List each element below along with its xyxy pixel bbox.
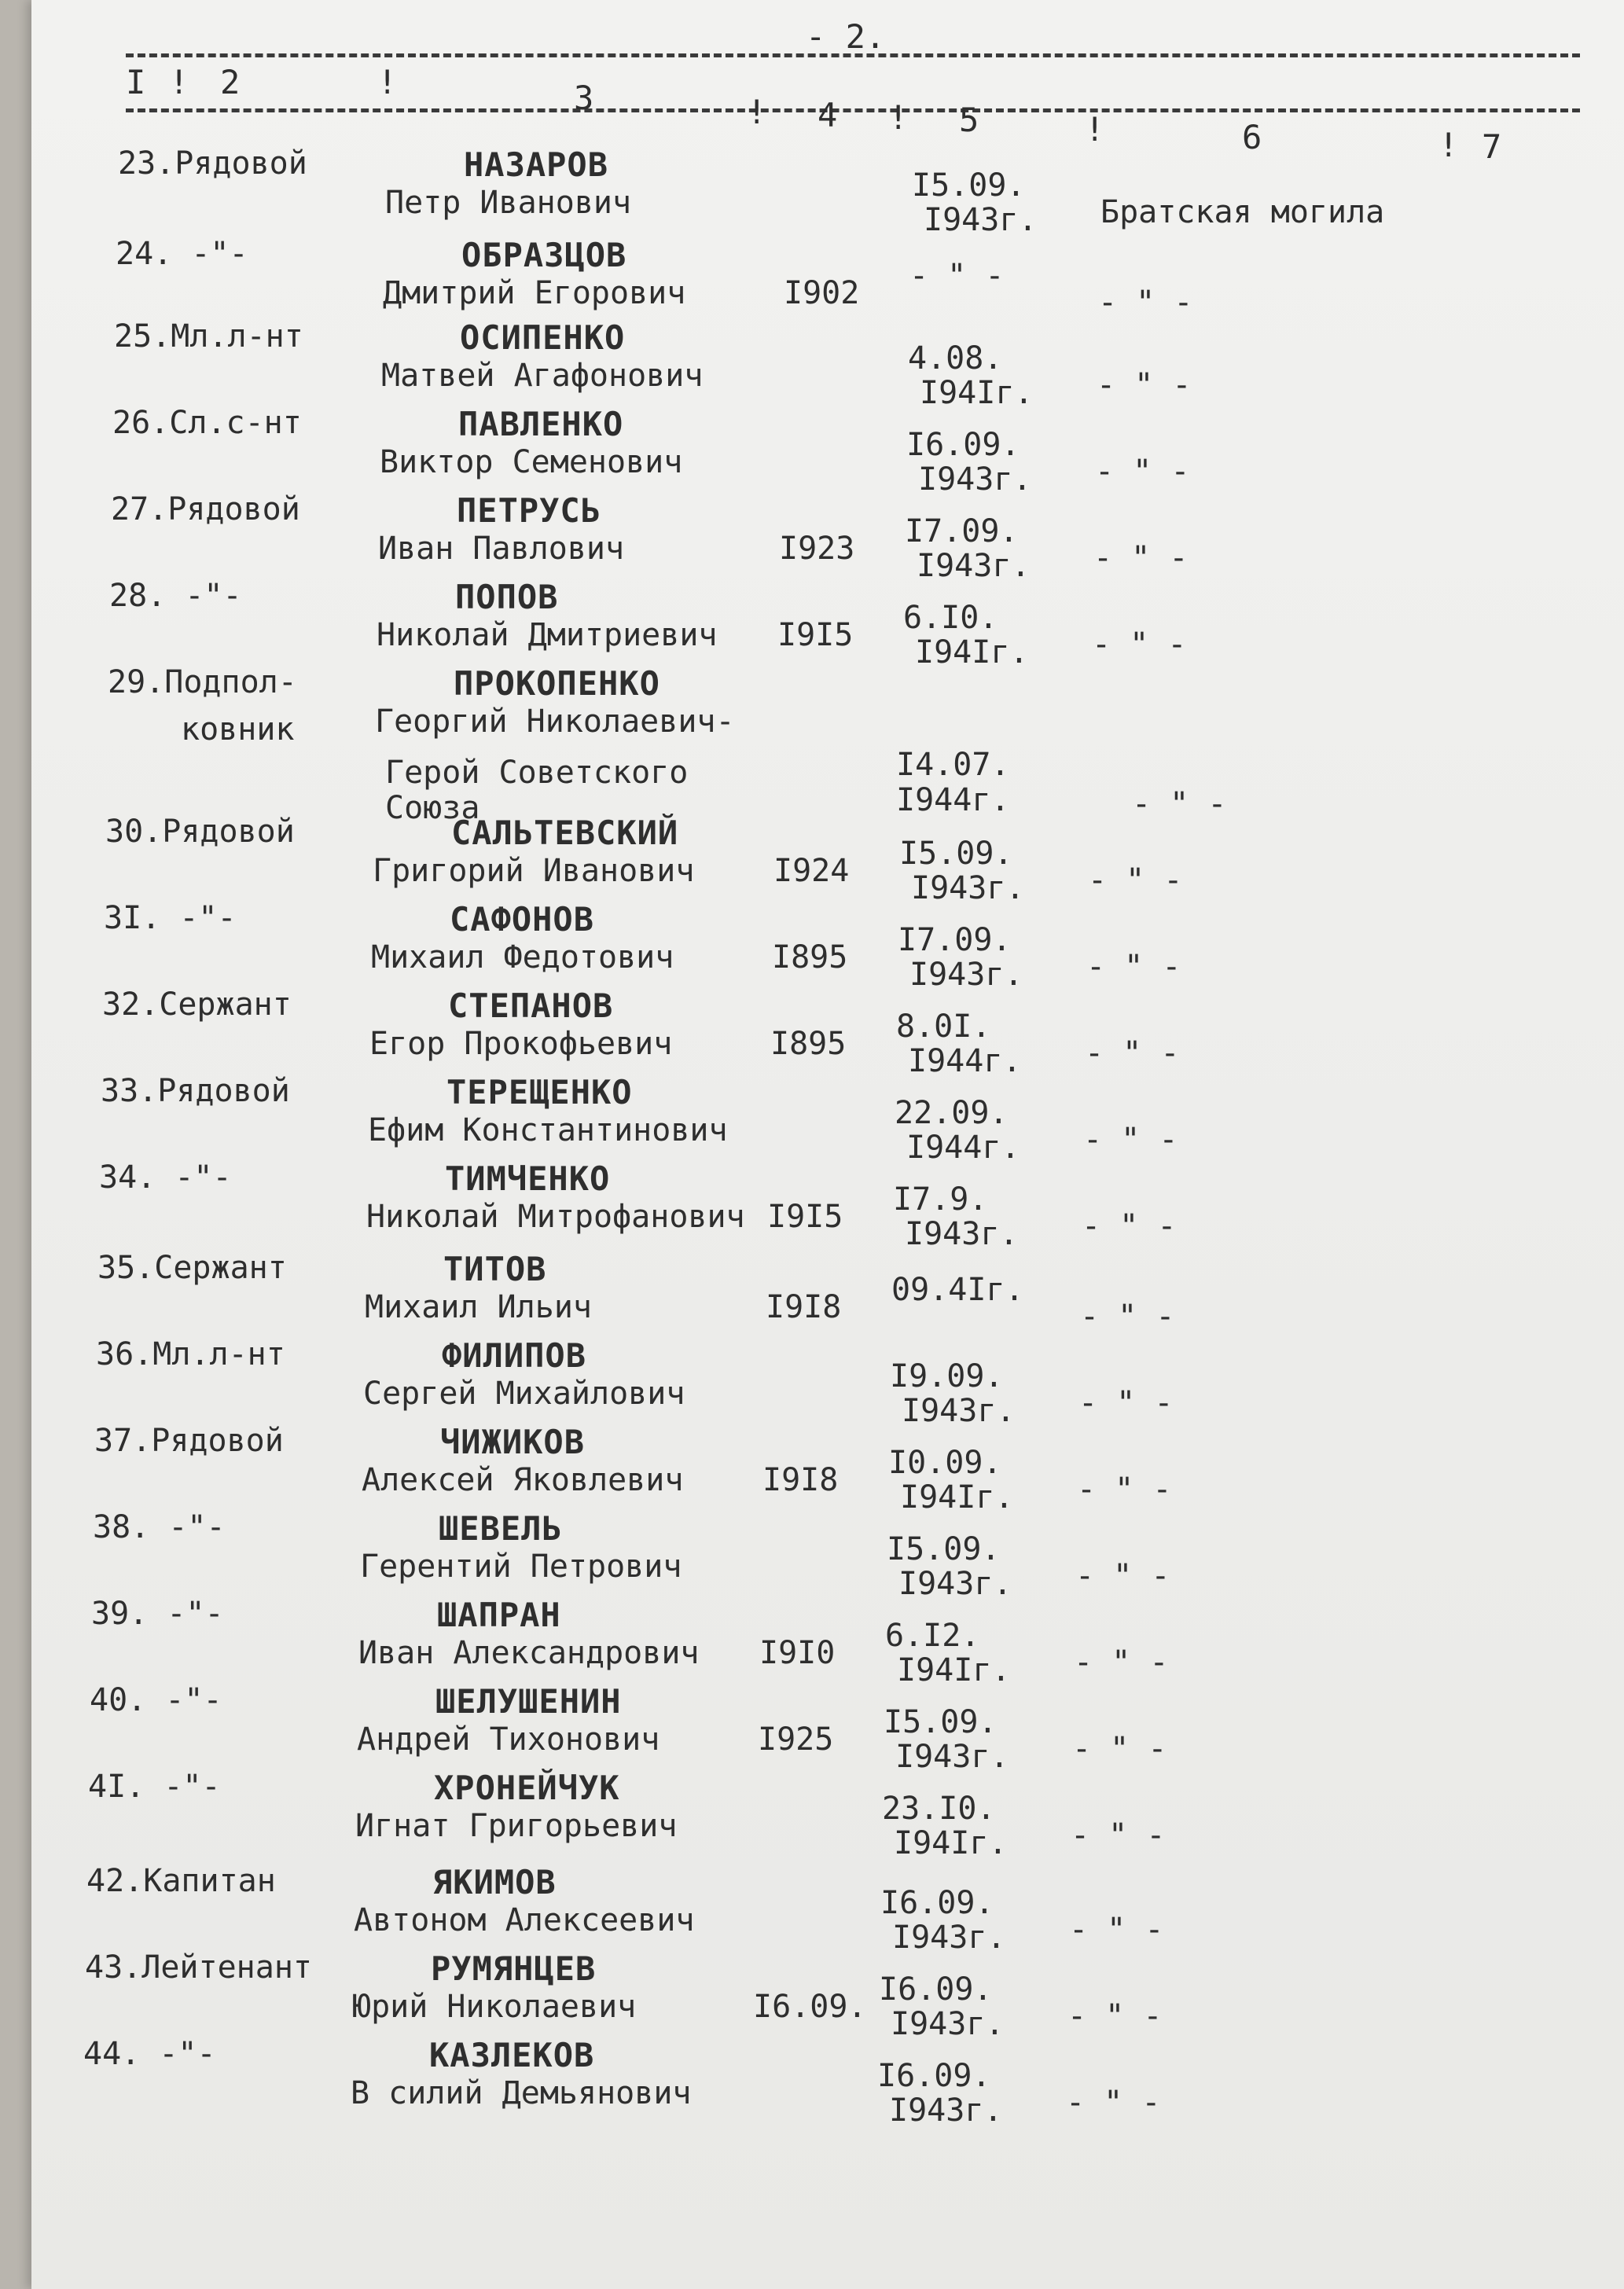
list-item [0, 1863, 1593, 1956]
list-item [24, 491, 1617, 584]
surname: ПАВЛЕНКО [458, 405, 624, 443]
number-rank: 34. -"- [99, 1159, 232, 1196]
surname: ЯКИМОВ [432, 1863, 557, 1901]
surname: ШАПРАН [437, 1596, 561, 1634]
list-item [11, 1250, 1604, 1338]
burial-list [31, 0, 1624, 2289]
column-separator: ! [747, 93, 767, 131]
death-date: I6.09. [879, 1971, 993, 2008]
death-year: I944г. [908, 1043, 1022, 1079]
death-date: I5.09. [884, 1704, 998, 1740]
death-year: I943г. [917, 548, 1031, 584]
death-year: I943г. [891, 2006, 1005, 2042]
burial-place: - " - [1093, 540, 1189, 576]
list-item [0, 2036, 1589, 2129]
number-rank: 29.Подпол- [108, 664, 297, 700]
death-date: I6.09. [877, 2058, 991, 2094]
death-date: 4.08. [908, 340, 1003, 377]
surname: ШЕЛУШЕНИН [435, 1682, 622, 1721]
given-name-patronymic: Виктор Семенович [380, 444, 683, 480]
death-date: I7.9. [893, 1181, 988, 1218]
burial-place: - " - [1072, 1731, 1167, 1767]
death-date: 6.I0. [903, 600, 998, 636]
surname: ОСИПЕНКО [460, 318, 626, 357]
page-number: - 2. [806, 17, 886, 56]
list-item [8, 1423, 1600, 1516]
given-name-patronymic: Николай Митрофанович [366, 1199, 745, 1235]
burial-place: - " - [1082, 1208, 1177, 1244]
number-rank: 26.Сл.с-нт [112, 405, 302, 441]
list-item [17, 900, 1610, 993]
death-date: I9.09. [890, 1358, 1004, 1394]
list-item [29, 236, 1622, 324]
given-name-patronymic: Герентий Петрович [360, 1549, 682, 1585]
column-header: 5 [959, 101, 979, 139]
given-name-patronymic: В силий Демьянович [351, 2075, 692, 2111]
birth-year: I9I8 [766, 1289, 842, 1325]
list-item [31, 145, 1624, 238]
death-year: I94Iг. [900, 1479, 1014, 1516]
birth-year: I925 [758, 1721, 834, 1758]
burial-place: - " - [1097, 367, 1192, 403]
column-header: 6 [1242, 118, 1262, 156]
burial-place: - " - [1066, 2085, 1161, 2121]
death-date: I7.09. [905, 513, 1019, 549]
burial-place: - " - [1098, 285, 1193, 321]
death-date: I5.09. [899, 836, 1013, 872]
name-continuation: Союза [385, 790, 480, 826]
death-date: I4.07. [896, 747, 1010, 783]
number-rank: 30.Рядовой [105, 814, 295, 850]
given-name-patronymic: Петр Иванович [385, 185, 632, 221]
burial-place: Братская могила [1100, 194, 1385, 230]
list-item [0, 1949, 1591, 2042]
number-rank: 4I. -"- [88, 1769, 221, 1805]
birth-year: I924 [773, 853, 850, 889]
given-name-patronymic: Андрей Тихонович [357, 1721, 660, 1758]
surname: ХРОНЕЙЧУК [434, 1769, 620, 1807]
number-rank: 40. -"- [90, 1682, 222, 1718]
burial-place: - " - [1085, 1035, 1180, 1071]
death-year: I943г. [918, 461, 1032, 498]
birth-year: I923 [779, 531, 855, 567]
number-rank: 23.Рядовой [118, 145, 307, 182]
death-date: 6.I2. [885, 1618, 980, 1654]
surname: САЛЬТЕВСКИЙ [451, 814, 679, 852]
number-rank: 35.Сержант [97, 1250, 287, 1286]
birth-year: I9I8 [762, 1462, 839, 1498]
surname: ФИЛИПОВ [442, 1336, 587, 1375]
death-date: I6.09. [906, 427, 1020, 463]
rank-continuation: ковник [181, 711, 295, 748]
number-rank: 39. -"- [91, 1596, 224, 1632]
number-rank: 3I. -"- [104, 900, 237, 936]
death-year: I94Iг. [915, 634, 1029, 671]
burial-place: - " - [1075, 1558, 1170, 1594]
number-rank: 38. -"- [93, 1509, 226, 1545]
list-item [16, 987, 1608, 1079]
burial-place: - " - [1080, 1299, 1175, 1335]
death-date: - " - [909, 258, 1005, 294]
list-item [14, 1073, 1607, 1166]
death-year: I944г. [896, 782, 1010, 818]
death-date: I7.09. [898, 922, 1012, 958]
death-date: 09.4Iг. [891, 1272, 1024, 1308]
column-separator: ! [377, 63, 398, 101]
column-header: I [126, 63, 146, 101]
death-date: 23.I0. [882, 1791, 996, 1827]
column-separator: ! [1085, 110, 1105, 149]
death-date: 22.09. [895, 1095, 1009, 1131]
burial-place: - " - [1132, 786, 1227, 822]
surname: СТЕПАНОВ [448, 987, 614, 1025]
surname: ПОПОВ [455, 578, 559, 616]
surname: КАЗЛЕКОВ [429, 2036, 595, 2074]
given-name-patronymic: Ефим Константинович [368, 1112, 728, 1148]
birth-year: I895 [772, 939, 848, 975]
death-year: I943г. [898, 1566, 1012, 1602]
list-item [3, 1682, 1596, 1775]
death-date: I6.09. [880, 1885, 994, 1921]
surname: РУМЯНЦЕВ [431, 1949, 597, 1988]
given-name-patronymic: Иван Александрович [358, 1635, 700, 1671]
birth-year: I9I5 [767, 1199, 843, 1235]
surname: ШЕВЕЛЬ [439, 1509, 563, 1548]
given-name-patronymic: Матвей Агафонович [381, 358, 704, 394]
number-rank: 33.Рядовой [101, 1073, 290, 1109]
surname: ОБРАЗЦОВ [461, 236, 627, 274]
number-rank: 24. -"- [116, 236, 248, 272]
given-name-patronymic: Сергей Михайлович [363, 1376, 685, 1412]
number-rank: 32.Сержант [102, 987, 292, 1023]
death-year: I944г. [906, 1130, 1020, 1166]
death-year: I94Iг. [897, 1652, 1011, 1688]
burial-place: - " - [1088, 862, 1183, 898]
list-item [19, 814, 1611, 906]
death-year: I943г. [911, 870, 1025, 906]
list-item [23, 578, 1615, 671]
burial-place: - " - [1067, 1998, 1163, 2034]
number-rank: 36.Мл.л-нт [96, 1336, 285, 1372]
burial-place: - " - [1071, 1817, 1166, 1854]
death-year: I943г. [909, 957, 1023, 993]
burial-place: - " - [1095, 454, 1190, 490]
burial-place: - " - [1092, 626, 1187, 663]
number-rank: 37.Рядовой [94, 1423, 284, 1459]
number-rank: 27.Рядовой [111, 491, 300, 527]
death-date: 8.0I. [896, 1009, 991, 1045]
given-name-patronymic: Дмитрий Егорович [383, 275, 686, 311]
birth-year: I895 [770, 1026, 847, 1062]
name-continuation: Герой Советского [385, 755, 689, 791]
death-year: I943г. [889, 2092, 1003, 2129]
death-year: I943г. [902, 1393, 1016, 1429]
given-name-patronymic: Георгий Николаевич- [375, 704, 735, 740]
list-item [5, 1596, 1597, 1688]
surname: ПЕТРУСЬ [457, 491, 602, 530]
burial-place: - " - [1078, 1385, 1174, 1421]
death-date: I5.09. [887, 1531, 1001, 1567]
given-name-patronymic: Юрий Николаевич [352, 1989, 637, 2025]
list-item [2, 1769, 1594, 1861]
given-name-patronymic: Михаил Ильич [365, 1289, 592, 1325]
number-rank: 44. -"- [83, 2036, 216, 2072]
birth-year: I902 [784, 275, 860, 311]
death-year: I943г. [905, 1216, 1019, 1252]
given-name-patronymic: Николай Дмитриевич [377, 617, 718, 653]
list-item [13, 1159, 1605, 1252]
burial-place: - " - [1086, 949, 1181, 985]
column-separator: ! [888, 98, 909, 137]
given-name-patronymic: Иван Павлович [378, 531, 625, 567]
number-rank: 25.Мл.л-нт [114, 318, 303, 355]
column-header: 3 [574, 79, 594, 117]
given-name-patronymic: Автоном Алексеевич [354, 1902, 695, 1938]
death-year: I94Iг. [894, 1825, 1008, 1861]
birth-year: I9I0 [759, 1635, 836, 1671]
birth-year: I6.09. [753, 1989, 867, 2025]
death-year: I94Iг. [920, 375, 1034, 411]
burial-place: - " - [1069, 1912, 1164, 1948]
death-date: I0.09. [888, 1445, 1002, 1481]
number-rank: 43.Лейтенант [85, 1949, 312, 1986]
list-item [6, 1509, 1599, 1602]
surname: ПРОКОПЕНКО [454, 664, 660, 703]
given-name-patronymic: Григорий Иванович [373, 853, 695, 889]
surname: САФОНОВ [450, 900, 595, 939]
given-name-patronymic: Михаил Федотович [371, 939, 674, 975]
column-header: 7 [1482, 127, 1502, 166]
burial-place: - " - [1083, 1122, 1178, 1158]
document-page [31, 0, 1624, 2289]
surname: ТЕРЕЩЕНКО [446, 1073, 633, 1111]
given-name-patronymic: Алексей Яковлевич [362, 1462, 684, 1498]
column-separator: ! [1438, 126, 1459, 164]
number-rank: 42.Капитан [86, 1863, 276, 1899]
birth-year: I9I5 [777, 617, 854, 653]
given-name-patronymic: Игнат Григорьевич [355, 1808, 678, 1844]
given-name-patronymic: Егор Прокофьевич [369, 1026, 673, 1062]
list-item [9, 1336, 1602, 1429]
list-item [28, 318, 1620, 411]
burial-place: - " - [1077, 1472, 1172, 1508]
column-header: 4 [818, 96, 838, 134]
surname: ТИМЧЕНКО [445, 1159, 611, 1198]
burial-place: - " - [1074, 1644, 1169, 1681]
number-rank: 28. -"- [109, 578, 242, 614]
surname: ЧИЖИКОВ [440, 1423, 586, 1461]
column-header: 2 [220, 63, 241, 101]
surname: НАЗАРОВ [464, 145, 609, 184]
list-item [26, 405, 1618, 498]
death-year: I943г. [924, 202, 1038, 238]
column-separator: ! [169, 63, 189, 101]
death-date: I5.09. [912, 167, 1026, 204]
death-year: I943г. [895, 1739, 1009, 1775]
death-year: I943г. [892, 1920, 1006, 1956]
surname: ТИТОВ [443, 1250, 547, 1288]
